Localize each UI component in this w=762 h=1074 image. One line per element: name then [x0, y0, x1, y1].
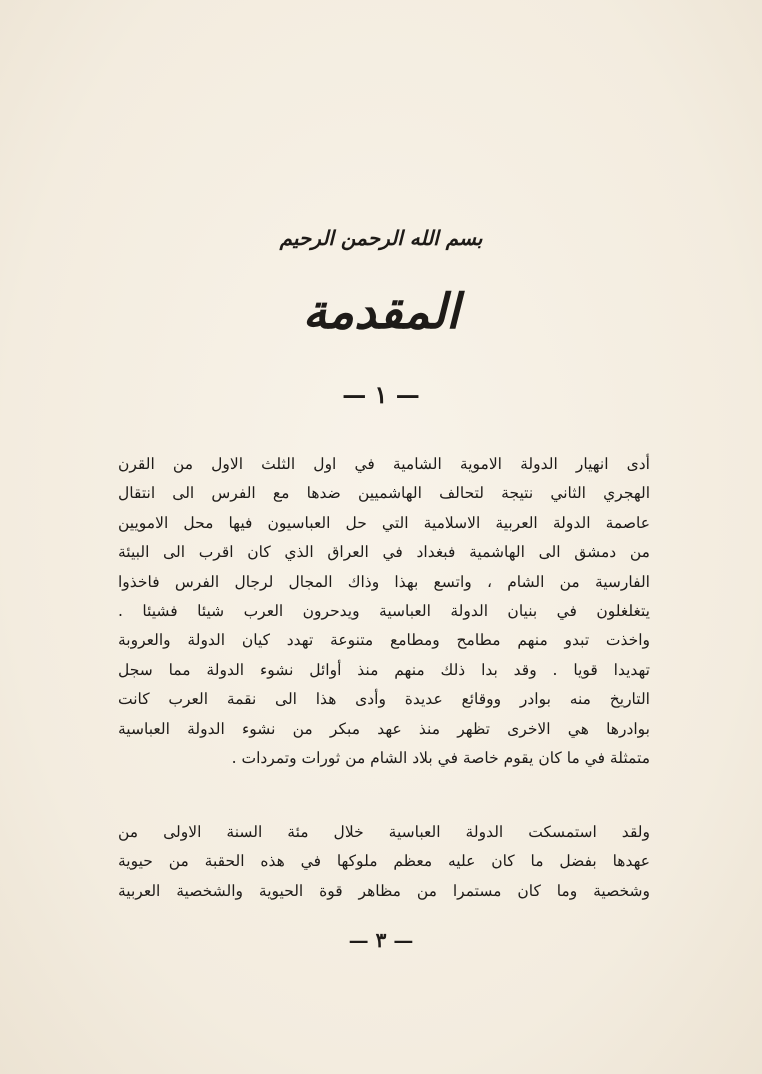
text-line: ولقد استمسكت الدولة العباسية خلال مئة السنة الاولى من — [118, 823, 650, 841]
text-line: من دمشق الى الهاشمية فبغداد في العراق الذي كان اقرب الى البيئة — [118, 543, 650, 562]
chapter-heading: المقدمة — [302, 284, 460, 340]
page-number: — ٣ — — [348, 928, 414, 952]
text-line: تهديدا قويا . وقد بدا ذلك منهم منذ أوائل نشوء الدولة مما سجل — [118, 660, 650, 679]
text-line: الفارسية من الشام ، واتسع بهذا وذاك المجال لرجال الفرس فاخذوا — [118, 572, 650, 591]
text-line: عاصمة الدولة العربية الاسلامية التي حل العباسيون فيها محل الامويين — [118, 513, 650, 532]
text-line: وشخصية وما كان مستمرا من مظاهر قوة الحيوية والشخصية العربية — [118, 881, 650, 900]
text-line: بوادرها هي الاخرى تظهر منذ عهد مبكر من نشوء الدولة العباسية — [118, 719, 650, 738]
text-line: الهجري الثاني نتيجة لتحالف الهاشميين ضدها مع الفرس الى انتقال — [118, 484, 650, 503]
text-line: متمثلة في ما كان يقوم خاصة في بلاد الشام من ثورات وتمردات . — [231, 748, 650, 767]
text-line: عهدها بفضل ما كان عليه معظم ملوكها في هذه الحقبة من حيوية — [118, 852, 650, 871]
text-line: واخذت تبدو منهم مطامح ومطامع متنوعة تهدد كيان الدولة والعروبة — [118, 631, 650, 650]
paragraph-2 — [118, 818, 650, 906]
section-number: — ١ — — [342, 380, 420, 409]
text-line: أدى انهيار الدولة الاموية الشامية في اول الثلث الاول من القرن — [118, 455, 650, 473]
text-line: يتغلغلون في بنيان الدولة العباسية ويدحرون العرب شيئا فشيئا . — [118, 601, 650, 620]
text-line: التاريخ منه بوادر ووقائع عديدة وأدى هذا الى نقمة العرب كانت — [118, 690, 650, 709]
paragraph-1 — [118, 450, 650, 773]
basmala: بسم الله الرحمن الرحيم — [279, 226, 483, 250]
